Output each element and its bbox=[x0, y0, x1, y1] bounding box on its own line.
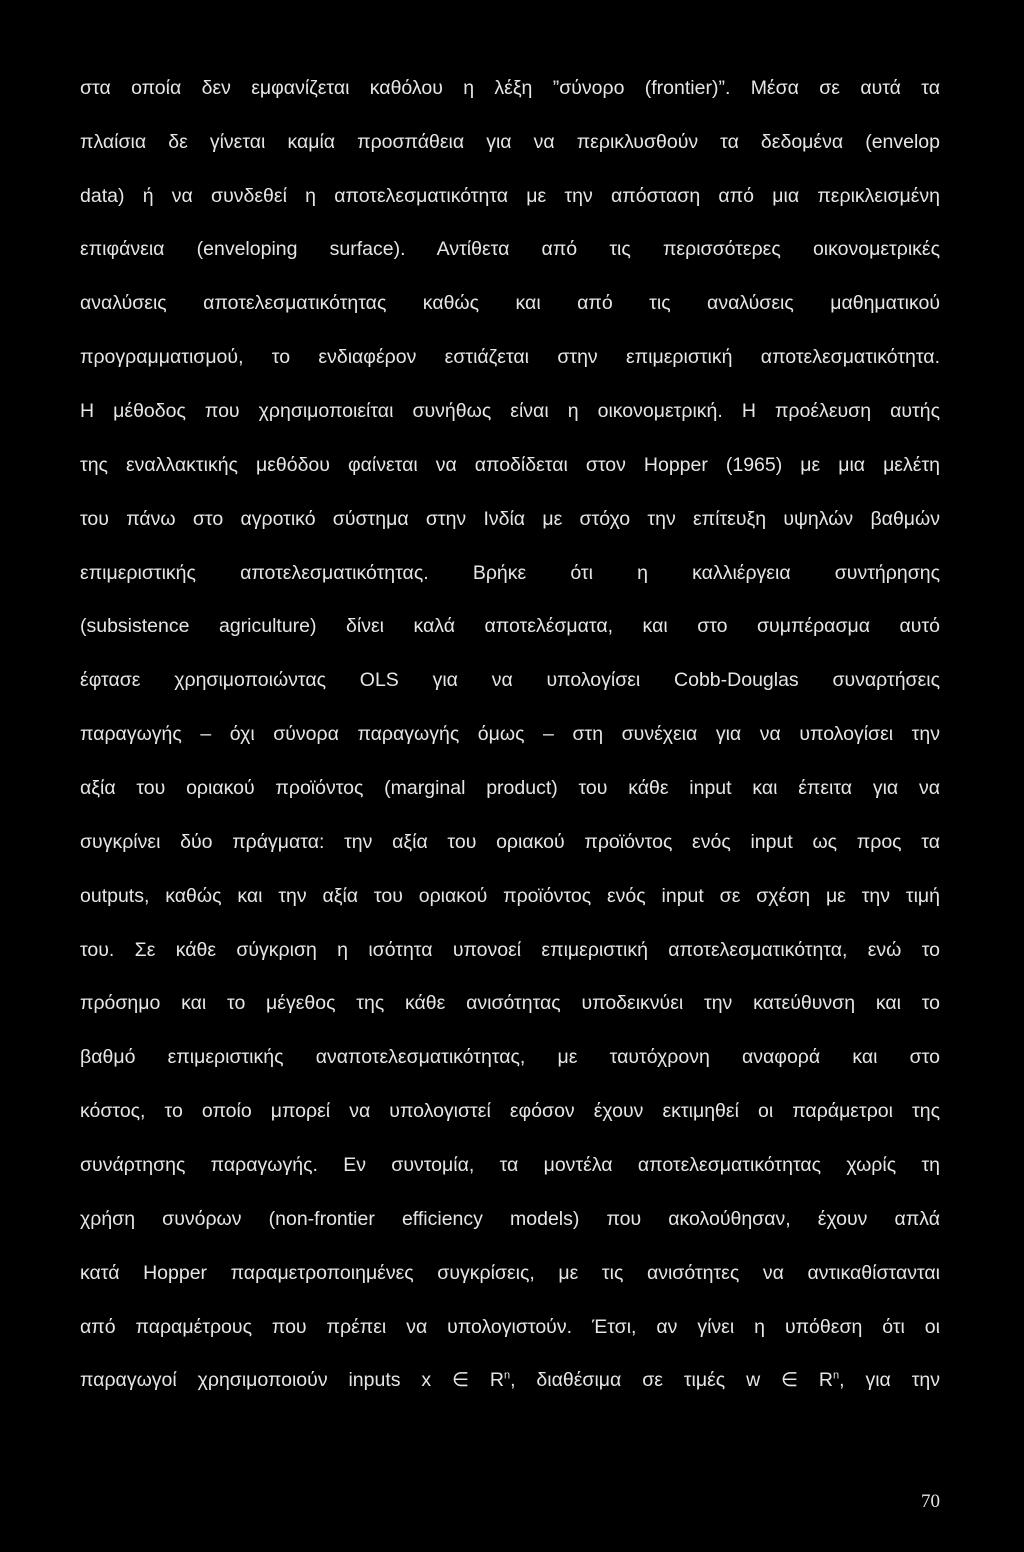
page-number: 70 bbox=[921, 1491, 940, 1512]
text-fragment: , για την bbox=[839, 1369, 940, 1391]
text-line: αξία του οριακού προϊόντος (marginal product) του κάθε input και έπειτα για να bbox=[80, 777, 940, 799]
text-line: του. Σε κάθε σύγκριση η ισότητα υπονοεί επιμεριστική αποτελεσματικότητα, ενώ το bbox=[80, 939, 940, 961]
text-line: στα οποία δεν εμφανίζεται καθόλου η λέξη ”σύνορο (frontier)”. Μέσα σε αυτά τα bbox=[80, 77, 940, 99]
text-line: κατά Hopper παραμετροποιημένες συγκρίσεις, με τις ανισότητες να αντικαθίστανται bbox=[80, 1262, 940, 1284]
superscript: n bbox=[833, 1369, 840, 1382]
text-line: κόστος, το οποίο μπορεί να υπολογιστεί εφόσον έχουν εκτιμηθεί οι παράμετροι της bbox=[80, 1100, 940, 1122]
math-text: , διαθέσιμα σε τιμές w ∈ R bbox=[510, 1369, 834, 1391]
text-line: παραγωγής – όχι σύνορα παραγωγής όμως – στη συνέχεια για να υπολογίσει την bbox=[80, 723, 940, 745]
text-line: πλαίσια δε γίνεται καμία προσπάθεια για να περικλυσθούν τα δεδομένα (envelop bbox=[80, 131, 940, 153]
text-line: συνάρτησης παραγωγής. Εν συντομία, τα μοντέλα αποτελεσματικότητας χωρίς τη bbox=[80, 1154, 940, 1176]
text-line: του πάνω στο αγροτικό σύστημα στην Ινδία με στόχο την επίτευξη υψηλών βαθμών bbox=[80, 508, 940, 530]
text-line: outputs, καθώς και την αξία του οριακού προϊόντος ενός input σε σχέση με την τιμή bbox=[80, 885, 940, 907]
text-line: αναλύσεις αποτελεσματικότητας καθώς και από τις αναλύσεις μαθηματικού bbox=[80, 292, 940, 314]
text-line: έφτασε χρησιμοποιώντας OLS για να υπολογίσει Cobb-Douglas συναρτήσεις bbox=[80, 669, 940, 691]
text-line: από παραμέτρους που πρέπει να υπολογιστούν. Έτσι, αν γίνει η υπόθεση ότι οι bbox=[80, 1316, 940, 1338]
text-line: data) ή να συνδεθεί η αποτελεσματικότητα με την απόσταση από μια περικλεισμένη bbox=[80, 185, 940, 207]
text-line: βαθμό επιμεριστικής αναποτελεσματικότητας, με ταυτόχρονη αναφορά και στο bbox=[80, 1046, 940, 1068]
text-line: επιμεριστικής αποτελεσματικότητας. Βρήκε ότι η καλλιέργεια συντήρησης bbox=[80, 562, 940, 584]
text-line: Η μέθοδος που χρησιμοποιείται συνήθως είναι η οικονομετρική. Η προέλευση αυτής bbox=[80, 400, 940, 422]
math-text: παραγωγοί χρησιμοποιούν inputs x ∈ R bbox=[80, 1369, 504, 1391]
superscript: n bbox=[504, 1369, 511, 1382]
text-line: συγκρίνει δύο πράγματα: την αξία του οριακού προϊόντος ενός input ως προς τα bbox=[80, 831, 940, 853]
text-line: (subsistence agriculture) δίνει καλά αποτελέσματα, και στο συμπέρασμα αυτό bbox=[80, 615, 940, 637]
text-line: της εναλλακτικής μεθόδου φαίνεται να αποδίδεται στον Hopper (1965) με μια μελέτη bbox=[80, 454, 940, 476]
text-line: επιφάνεια (enveloping surface). Αντίθετα από τις περισσότερες οικονομετρικές bbox=[80, 238, 940, 260]
text-line-with-math bbox=[80, 1368, 940, 1392]
text-line: προγραμματισμού, το ενδιαφέρον εστιάζεται στην επιμεριστική αποτελεσματικότητα. bbox=[80, 346, 940, 368]
text-line: πρόσημο και το μέγεθος της κάθε ανισότητας υποδεικνύει την κατεύθυνση και το bbox=[80, 992, 940, 1014]
text-line: χρήση συνόρων (non-frontier efficiency models) που ακολούθησαν, έχουν απλά bbox=[80, 1208, 940, 1230]
